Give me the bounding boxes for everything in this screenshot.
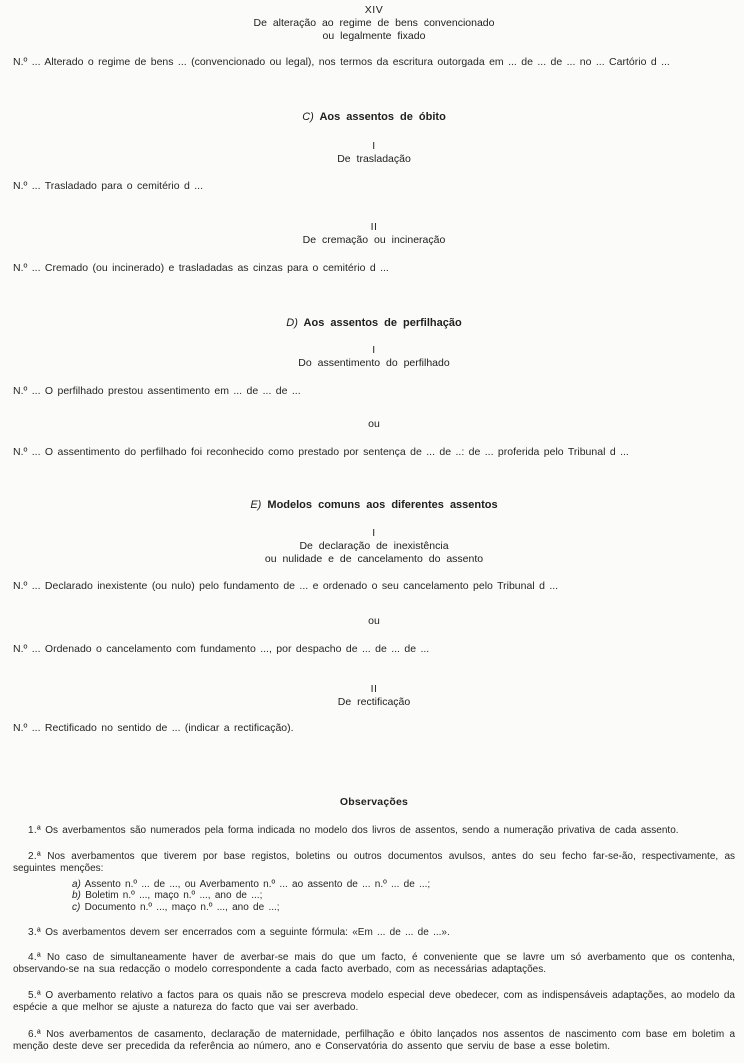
list-item-c xyxy=(72,902,735,914)
separator-ou-1: ou xyxy=(368,418,380,430)
section-e-sub2-title: De rectificação xyxy=(337,696,411,708)
observation-3 xyxy=(13,927,735,940)
section-c-sub1-numeral: I xyxy=(372,140,376,152)
section-d-sub1-title: Do assentimento do perfilhado xyxy=(298,357,450,369)
observation-6-number: 6.ª xyxy=(28,1028,41,1040)
observation-5-number: 5.ª xyxy=(28,989,41,1001)
section-xiv-numeral: XIV xyxy=(364,4,384,16)
section-e-title: Modelos comuns aos diferentes assentos xyxy=(267,499,498,511)
section-xiv-title-line1: De alteração ao regime de bens convencionado xyxy=(253,17,495,29)
section-e-letter: E) xyxy=(250,499,262,511)
observations-heading: Observações xyxy=(339,796,409,808)
observation-1-number: 1.ª xyxy=(28,825,41,836)
list-item-c-text: Documento n.º ..., maço n.º ..., ano de ...; xyxy=(84,901,280,913)
observation-4-number: 4.ª xyxy=(28,951,41,963)
observation-2 xyxy=(13,851,735,876)
model-paragraph-xiv: N.º ... Alterado o regime de bens ... (convencionado ou legal), nos termos da escritura outorgada em ... de ... de ... no ... Cartório d ... xyxy=(13,56,670,68)
observation-6-text: Nos averbamentos de casamento, declaração de maternidade, perfilhação e óbito lançados nos assentos de nascimento com base em boletim a menção deste deve ser precedida da referência ao número, ano e Conservatória do assento que serviu de base a esse boletim. xyxy=(13,1028,736,1052)
section-e-sub1-title-line2: ou nulidade e de cancelamento do assento xyxy=(264,553,484,565)
observation-2-number: 2.ª xyxy=(28,850,41,862)
section-c-letter: C) xyxy=(302,111,314,123)
section-xiv-title-line2: ou legalmente fixado xyxy=(322,30,426,42)
list-item-a xyxy=(72,879,735,891)
model-paragraph-rectificacao: N.º ... Rectificado no sentido de ... (indicar a rectificação). xyxy=(13,722,294,734)
observation-4 xyxy=(13,952,735,977)
section-d-title: Aos assentos de perfilhação xyxy=(303,317,462,329)
section-c-sub2-title: De cremação ou incineração xyxy=(302,234,446,246)
model-paragraph-inexistencia: N.º ... Declarado inexistente (ou nulo) pelo fundamento de ... e ordenado o seu cancelamento pelo Tribunal d ... xyxy=(13,580,559,592)
observation-4-text: No caso de simultaneamente haver de averbar-se mais do que um facto, é conveniente que se lavre um só averbamento que os contenha, observando-se na sua redacção o modelo correspondente a cada facto averbado, com as necessárias adaptações. xyxy=(13,951,736,975)
list-item-b-letter: b) xyxy=(72,890,81,901)
observation-3-number: 3.ª xyxy=(28,927,41,938)
observation-5-text: O averbamento relativo a factos para os quais não se prescreva modelo especial deve obedecer, com as indispensáveis adaptações, ao modelo da espécie a que melhor se ajuste a natureza do facto que vai ser averbado. xyxy=(13,989,735,1013)
separator-ou-2: ou xyxy=(368,615,380,627)
section-e-heading xyxy=(13,499,735,512)
observation-3-text: Os averbamentos devem ser encerrados com a seguinte fórmula: «Em ... de ... de ...». xyxy=(45,927,450,938)
section-e-sub1-numeral: I xyxy=(372,527,376,539)
model-paragraph-cremacao: N.º ... Cremado (ou incinerado) e trasladadas as cinzas para o cemitério d ... xyxy=(13,262,389,274)
section-c-heading xyxy=(13,111,735,124)
section-d-heading xyxy=(13,317,735,330)
section-e-sub1-title-line1: De declaração de inexistência xyxy=(299,540,449,552)
observation-5 xyxy=(13,990,735,1015)
section-c-sub2-numeral: II xyxy=(370,221,378,233)
section-c-title: Aos assentos de óbito xyxy=(319,111,446,123)
section-c-sub1-title: De trasladação xyxy=(337,153,411,165)
observation-1-text: Os averbamentos são numerados pela forma indicada no modelo dos livros de assentos, sendo a numeração privativa de cada assento. xyxy=(45,825,679,836)
model-paragraph-cancelamento: N.º ... Ordenado o cancelamento com fundamento ..., por despacho de ... de ... de ... xyxy=(13,643,430,655)
section-e-sub2-numeral: II xyxy=(370,683,378,695)
observation-1 xyxy=(13,825,735,838)
list-item-a-letter: a) xyxy=(72,878,81,890)
list-item-a-text: Assento n.º ... de ..., ou Averbamento n.º ... ao assento de ... n.º ... de ...; xyxy=(84,878,431,890)
observation-6 xyxy=(13,1029,735,1054)
model-paragraph-assentimento-sentenca: N.º ... O assentimento do perfilhado foi reconhecido como prestado por sentença de ... de ..: de ... proferida pelo Tribunal d ... xyxy=(13,446,629,458)
list-item-c-letter: c) xyxy=(72,901,81,913)
observation-2-text: Nos averbamentos que tiverem por base registos, boletins ou outros documentos avulsos, antes do seu fecho far-se-ão, respectivamente, as seguintes menções: xyxy=(13,850,735,874)
section-d-letter: D) xyxy=(286,317,298,329)
observation-2-list xyxy=(72,879,735,914)
section-d-sub1-numeral: I xyxy=(372,344,376,356)
model-paragraph-trasladacao: N.º ... Trasladado para o cemitério d ... xyxy=(13,180,203,192)
list-item-b xyxy=(72,890,735,902)
model-paragraph-assentimento: N.º ... O perfilhado prestou assentimento em ... de ... de ... xyxy=(13,385,301,397)
list-item-b-text: Boletim n.º ..., maço n.º ..., ano de ...; xyxy=(85,890,263,901)
